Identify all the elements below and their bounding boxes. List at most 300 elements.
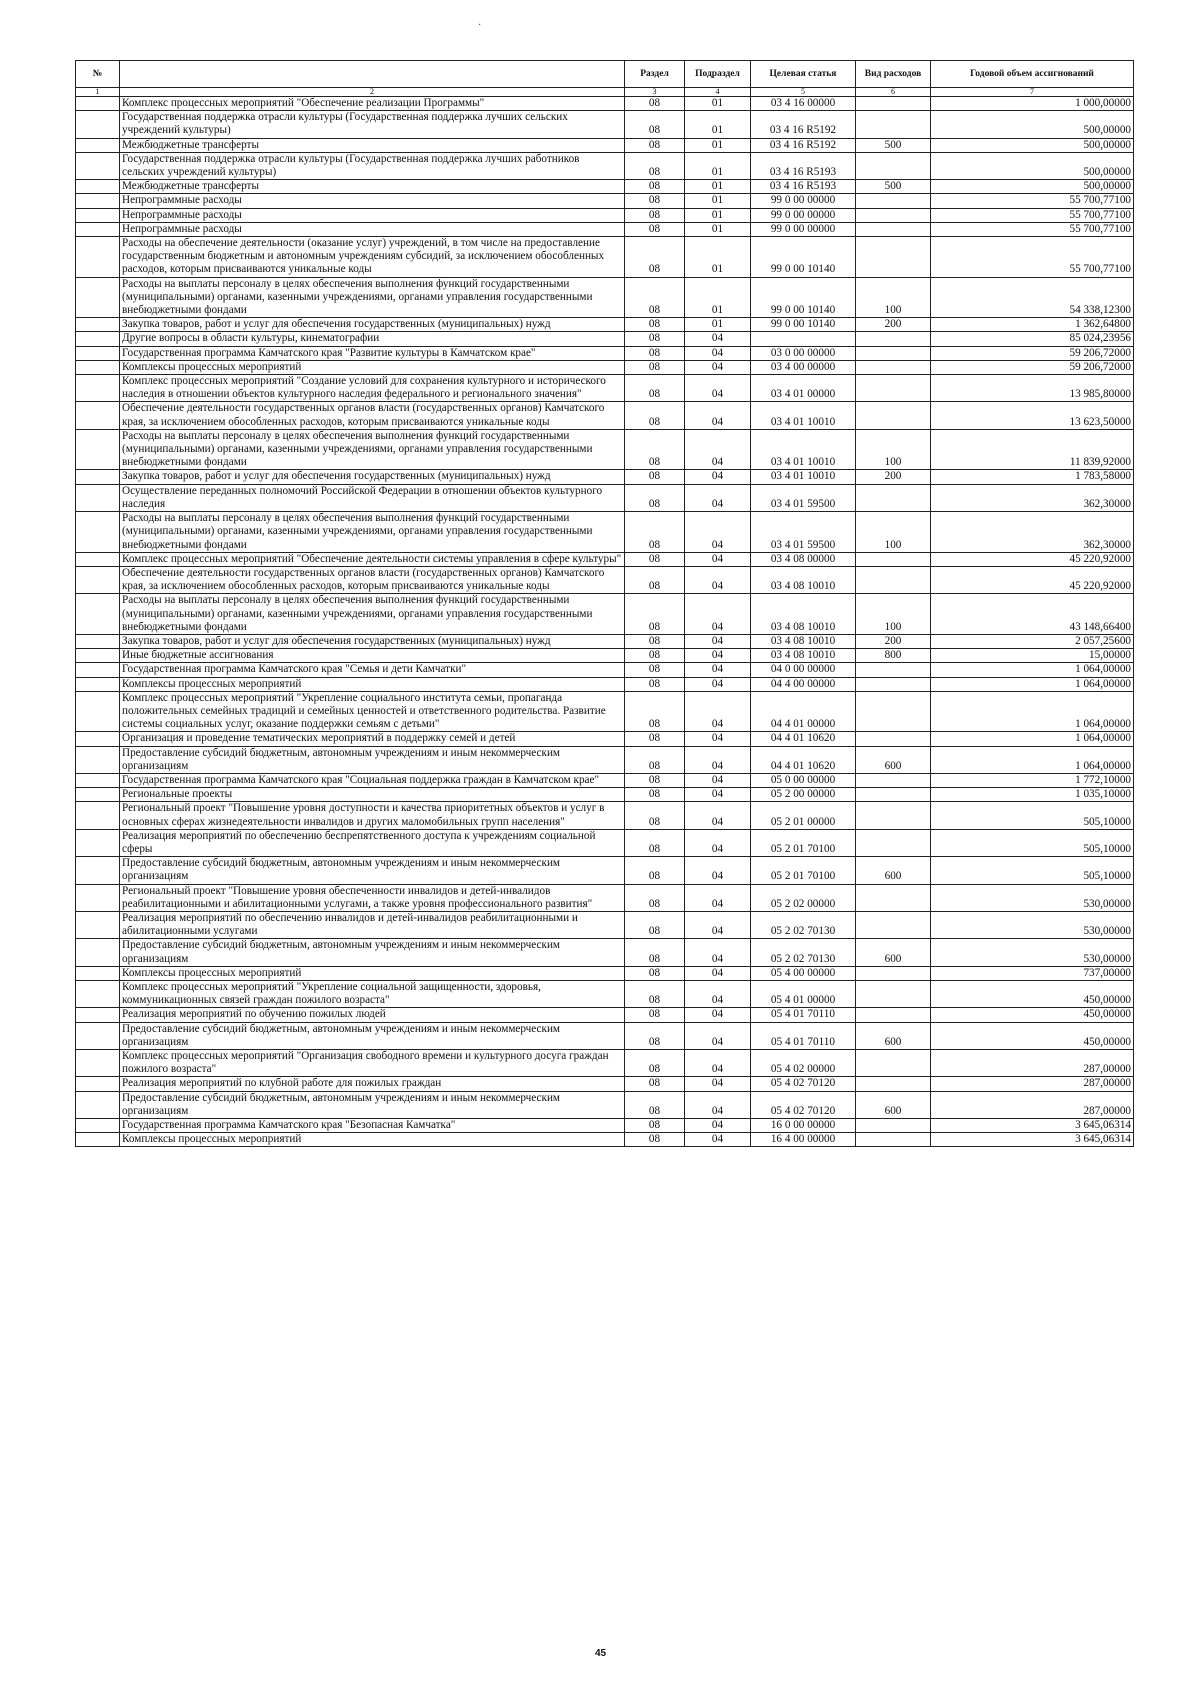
row-number bbox=[76, 484, 120, 511]
row-name: Предоставление субсидий бюджетным, автономным учреждениям и иным некоммерческим организациям bbox=[120, 939, 625, 966]
row-section: 08 bbox=[625, 346, 685, 360]
row-number bbox=[76, 1091, 120, 1118]
row-subsection: 04 bbox=[685, 691, 751, 732]
row-name: Государственная программа Камчатского края "Семья и дети Камчатки" bbox=[120, 663, 625, 677]
row-section: 08 bbox=[625, 180, 685, 194]
table-row bbox=[76, 677, 1134, 691]
row-section: 08 bbox=[625, 484, 685, 511]
row-name: Закупка товаров, работ и услуг для обеспечения государственных (муниципальных) нужд bbox=[120, 634, 625, 648]
row-section: 08 bbox=[625, 1008, 685, 1022]
row-section: 08 bbox=[625, 1091, 685, 1118]
row-name: Реализация мероприятий по обучению пожилых людей bbox=[120, 1008, 625, 1022]
table-row bbox=[76, 194, 1134, 208]
header-article: Целевая статья bbox=[751, 61, 856, 88]
row-expense-type bbox=[856, 552, 931, 566]
column-number: 7 bbox=[931, 88, 1134, 97]
column-number: 1 bbox=[76, 88, 120, 97]
scan-mark: · bbox=[478, 20, 482, 31]
row-number bbox=[76, 966, 120, 980]
row-name: Региональные проекты bbox=[120, 788, 625, 802]
row-number bbox=[76, 663, 120, 677]
row-amount: 505,10000 bbox=[931, 857, 1134, 884]
budget-table bbox=[75, 60, 1134, 1147]
row-section: 08 bbox=[625, 194, 685, 208]
row-amount: 1 000,00000 bbox=[931, 97, 1134, 111]
row-expense-type bbox=[856, 237, 931, 278]
row-number bbox=[76, 512, 120, 553]
row-target-article: 05 4 00 00000 bbox=[751, 966, 856, 980]
row-subsection: 04 bbox=[685, 829, 751, 856]
row-amount: 500,00000 bbox=[931, 180, 1134, 194]
row-section: 08 bbox=[625, 829, 685, 856]
row-amount: 1 783,58000 bbox=[931, 470, 1134, 484]
row-amount: 3 645,06314 bbox=[931, 1119, 1134, 1133]
row-subsection: 04 bbox=[685, 939, 751, 966]
row-subsection: 04 bbox=[685, 375, 751, 402]
row-section: 08 bbox=[625, 566, 685, 593]
row-subsection: 01 bbox=[685, 318, 751, 332]
row-target-article: 99 0 00 10140 bbox=[751, 318, 856, 332]
row-number bbox=[76, 208, 120, 222]
row-section: 08 bbox=[625, 884, 685, 911]
row-amount: 2 057,25600 bbox=[931, 634, 1134, 648]
row-section: 08 bbox=[625, 1077, 685, 1091]
row-subsection: 04 bbox=[685, 634, 751, 648]
row-expense-type bbox=[856, 222, 931, 236]
table-row bbox=[76, 208, 1134, 222]
row-amount: 3 645,06314 bbox=[931, 1133, 1134, 1147]
table-row bbox=[76, 152, 1134, 179]
row-expense-type: 100 bbox=[856, 594, 931, 635]
row-expense-type bbox=[856, 484, 931, 511]
row-target-article: 03 4 08 10010 bbox=[751, 634, 856, 648]
row-subsection: 04 bbox=[685, 911, 751, 938]
table-row bbox=[76, 802, 1134, 829]
table-row bbox=[76, 512, 1134, 553]
row-target-article: 03 4 08 10010 bbox=[751, 566, 856, 593]
row-subsection: 01 bbox=[685, 111, 751, 138]
row-section: 08 bbox=[625, 208, 685, 222]
row-amount: 530,00000 bbox=[931, 939, 1134, 966]
row-amount: 55 700,77100 bbox=[931, 208, 1134, 222]
row-amount: 530,00000 bbox=[931, 884, 1134, 911]
row-name: Иные бюджетные ассигнования bbox=[120, 649, 625, 663]
row-name: Реализация мероприятий по обеспечению инвалидов и детей-инвалидов реабилитационными и абилитационными услугами bbox=[120, 911, 625, 938]
row-subsection: 04 bbox=[685, 512, 751, 553]
row-expense-type bbox=[856, 981, 931, 1008]
row-amount: 287,00000 bbox=[931, 1077, 1134, 1091]
row-subsection: 04 bbox=[685, 332, 751, 346]
row-target-article: 05 2 00 00000 bbox=[751, 788, 856, 802]
table-row bbox=[76, 732, 1134, 746]
row-subsection: 01 bbox=[685, 277, 751, 318]
row-subsection: 04 bbox=[685, 857, 751, 884]
row-expense-type bbox=[856, 152, 931, 179]
row-number bbox=[76, 222, 120, 236]
row-expense-type: 800 bbox=[856, 649, 931, 663]
row-target-article: 05 4 01 70110 bbox=[751, 1008, 856, 1022]
row-section: 08 bbox=[625, 138, 685, 152]
row-section: 08 bbox=[625, 663, 685, 677]
row-subsection: 04 bbox=[685, 402, 751, 429]
row-subsection: 04 bbox=[685, 429, 751, 470]
table-row bbox=[76, 746, 1134, 773]
row-target-article: 05 4 01 70110 bbox=[751, 1022, 856, 1049]
row-target-article: 03 4 16 R5193 bbox=[751, 180, 856, 194]
row-number bbox=[76, 1133, 120, 1147]
row-expense-type bbox=[856, 732, 931, 746]
table-row bbox=[76, 884, 1134, 911]
row-section: 08 bbox=[625, 1022, 685, 1049]
table-row bbox=[76, 237, 1134, 278]
row-amount: 15,00000 bbox=[931, 649, 1134, 663]
row-name: Комплекс процессных мероприятий "Организация свободного времени и культурного досуга граждан пожилого возраста" bbox=[120, 1050, 625, 1077]
header-subsection: Подраздел bbox=[685, 61, 751, 88]
row-name: Предоставление субсидий бюджетным, автономным учреждениям и иным некоммерческим организациям bbox=[120, 1091, 625, 1118]
row-amount: 1 064,00000 bbox=[931, 746, 1134, 773]
row-subsection: 04 bbox=[685, 649, 751, 663]
row-amount: 1 064,00000 bbox=[931, 663, 1134, 677]
row-expense-type: 600 bbox=[856, 1091, 931, 1118]
table-row bbox=[76, 332, 1134, 346]
row-target-article: 03 4 16 00000 bbox=[751, 97, 856, 111]
row-name: Расходы на выплаты персоналу в целях обеспечения выполнения функций государственными (муниципальными) органами, казенными учреждениями, органами управления государственными внебюджетными фондами bbox=[120, 594, 625, 635]
table-row bbox=[76, 857, 1134, 884]
row-number bbox=[76, 318, 120, 332]
row-target-article: 04 0 00 00000 bbox=[751, 663, 856, 677]
row-expense-type: 100 bbox=[856, 512, 931, 553]
table-row bbox=[76, 981, 1134, 1008]
row-name: Региональный проект "Повышение уровня обеспеченности инвалидов и детей-инвалидов реабилитационными и абилитационными услугами, а также уровня профессионального развития" bbox=[120, 884, 625, 911]
row-number bbox=[76, 773, 120, 787]
table-row bbox=[76, 634, 1134, 648]
row-expense-type bbox=[856, 966, 931, 980]
row-expense-type bbox=[856, 911, 931, 938]
row-subsection: 04 bbox=[685, 1119, 751, 1133]
table-row bbox=[76, 773, 1134, 787]
row-amount: 500,00000 bbox=[931, 138, 1134, 152]
row-section: 08 bbox=[625, 360, 685, 374]
row-subsection: 01 bbox=[685, 237, 751, 278]
table-row bbox=[76, 1119, 1134, 1133]
row-name: Предоставление субсидий бюджетным, автономным учреждениям и иным некоммерческим организациям bbox=[120, 746, 625, 773]
row-section: 08 bbox=[625, 375, 685, 402]
row-section: 08 bbox=[625, 649, 685, 663]
table-row bbox=[76, 1133, 1134, 1147]
row-subsection: 01 bbox=[685, 152, 751, 179]
row-name: Комплекс процессных мероприятий "Укрепление социальной защищенности, здоровья, коммуникационных связей граждан пожилого возраста" bbox=[120, 981, 625, 1008]
row-section: 08 bbox=[625, 277, 685, 318]
row-name: Межбюджетные трансферты bbox=[120, 180, 625, 194]
row-amount: 11 839,92000 bbox=[931, 429, 1134, 470]
table-row bbox=[76, 691, 1134, 732]
table-row bbox=[76, 277, 1134, 318]
row-target-article: 05 4 02 70120 bbox=[751, 1091, 856, 1118]
row-section: 08 bbox=[625, 512, 685, 553]
table-row bbox=[76, 97, 1134, 111]
table-row bbox=[76, 402, 1134, 429]
table-row bbox=[76, 1050, 1134, 1077]
row-subsection: 04 bbox=[685, 1008, 751, 1022]
row-number bbox=[76, 1022, 120, 1049]
row-expense-type bbox=[856, 1050, 931, 1077]
row-expense-type bbox=[856, 788, 931, 802]
row-target-article: 99 0 00 00000 bbox=[751, 194, 856, 208]
row-number bbox=[76, 829, 120, 856]
row-name: Комплексы процессных мероприятий bbox=[120, 677, 625, 691]
row-subsection: 04 bbox=[685, 566, 751, 593]
row-amount: 505,10000 bbox=[931, 802, 1134, 829]
row-number bbox=[76, 788, 120, 802]
row-amount: 55 700,77100 bbox=[931, 222, 1134, 236]
row-subsection: 04 bbox=[685, 470, 751, 484]
row-name: Непрограммные расходы bbox=[120, 194, 625, 208]
row-section: 08 bbox=[625, 732, 685, 746]
row-number bbox=[76, 677, 120, 691]
row-amount: 1 064,00000 bbox=[931, 691, 1134, 732]
row-subsection: 04 bbox=[685, 773, 751, 787]
row-target-article: 04 4 01 00000 bbox=[751, 691, 856, 732]
row-target-article: 04 4 01 10620 bbox=[751, 732, 856, 746]
row-subsection: 01 bbox=[685, 138, 751, 152]
row-number bbox=[76, 1008, 120, 1022]
column-number: 6 bbox=[856, 88, 931, 97]
row-number bbox=[76, 552, 120, 566]
header-expense-type: Вид расходов bbox=[856, 61, 931, 88]
row-target-article: 05 2 02 00000 bbox=[751, 884, 856, 911]
row-number bbox=[76, 429, 120, 470]
row-amount: 362,30000 bbox=[931, 512, 1134, 553]
table-row bbox=[76, 788, 1134, 802]
row-expense-type: 100 bbox=[856, 429, 931, 470]
table-row bbox=[76, 566, 1134, 593]
row-section: 08 bbox=[625, 594, 685, 635]
row-name: Комплекс процессных мероприятий "Обеспечение деятельности системы управления в сфере культуры" bbox=[120, 552, 625, 566]
row-subsection: 04 bbox=[685, 732, 751, 746]
row-name: Реализация мероприятий по клубной работе для пожилых граждан bbox=[120, 1077, 625, 1091]
table-row bbox=[76, 939, 1134, 966]
row-target-article: 05 2 02 70130 bbox=[751, 911, 856, 938]
row-name: Комплексы процессных мероприятий bbox=[120, 1133, 625, 1147]
row-target-article: 04 4 00 00000 bbox=[751, 677, 856, 691]
row-section: 08 bbox=[625, 152, 685, 179]
row-subsection: 01 bbox=[685, 97, 751, 111]
row-name: Непрограммные расходы bbox=[120, 208, 625, 222]
row-amount: 1 064,00000 bbox=[931, 677, 1134, 691]
row-name: Предоставление субсидий бюджетным, автономным учреждениям и иным некоммерческим организациям bbox=[120, 857, 625, 884]
table-row bbox=[76, 318, 1134, 332]
row-expense-type bbox=[856, 402, 931, 429]
row-name: Обеспечение деятельности государственных органов власти (государственных органов) Камчатского края, за исключением обособленных расходов, которым присваиваются уникальные коды bbox=[120, 402, 625, 429]
table-row bbox=[76, 594, 1134, 635]
row-expense-type bbox=[856, 1077, 931, 1091]
row-target-article: 99 0 00 10140 bbox=[751, 277, 856, 318]
row-target-article: 03 0 00 00000 bbox=[751, 346, 856, 360]
row-number bbox=[76, 237, 120, 278]
row-amount: 287,00000 bbox=[931, 1050, 1134, 1077]
row-number bbox=[76, 911, 120, 938]
row-amount: 1 035,10000 bbox=[931, 788, 1134, 802]
row-amount: 362,30000 bbox=[931, 484, 1134, 511]
row-section: 08 bbox=[625, 470, 685, 484]
row-number bbox=[76, 566, 120, 593]
row-subsection: 04 bbox=[685, 360, 751, 374]
row-number bbox=[76, 634, 120, 648]
row-expense-type bbox=[856, 346, 931, 360]
table-row bbox=[76, 346, 1134, 360]
row-target-article: 03 4 16 R5192 bbox=[751, 138, 856, 152]
row-section: 08 bbox=[625, 1119, 685, 1133]
row-amount: 1 064,00000 bbox=[931, 732, 1134, 746]
row-expense-type bbox=[856, 375, 931, 402]
row-subsection: 04 bbox=[685, 1077, 751, 1091]
row-target-article: 03 4 08 10010 bbox=[751, 649, 856, 663]
row-subsection: 04 bbox=[685, 1133, 751, 1147]
row-number bbox=[76, 649, 120, 663]
row-section: 08 bbox=[625, 746, 685, 773]
row-target-article: 03 4 08 10010 bbox=[751, 594, 856, 635]
row-amount: 287,00000 bbox=[931, 1091, 1134, 1118]
row-subsection: 04 bbox=[685, 788, 751, 802]
column-number: 4 bbox=[685, 88, 751, 97]
row-expense-type bbox=[856, 677, 931, 691]
row-amount: 54 338,12300 bbox=[931, 277, 1134, 318]
row-amount: 59 206,72000 bbox=[931, 346, 1134, 360]
table-row bbox=[76, 1091, 1134, 1118]
row-number bbox=[76, 360, 120, 374]
row-amount: 530,00000 bbox=[931, 911, 1134, 938]
row-expense-type bbox=[856, 802, 931, 829]
row-name: Расходы на выплаты персоналу в целях обеспечения выполнения функций государственными (муниципальными) органами, казенными учреждениями, органами управления государственными внебюджетными фондами bbox=[120, 512, 625, 553]
row-amount: 13 985,80000 bbox=[931, 375, 1134, 402]
row-amount: 45 220,92000 bbox=[931, 566, 1134, 593]
row-expense-type: 200 bbox=[856, 634, 931, 648]
row-expense-type bbox=[856, 691, 931, 732]
row-section: 08 bbox=[625, 691, 685, 732]
row-section: 08 bbox=[625, 966, 685, 980]
row-section: 08 bbox=[625, 788, 685, 802]
row-target-article: 03 4 01 59500 bbox=[751, 484, 856, 511]
row-name: Региональный проект "Повышение уровня доступности и качества приоритетных объектов и услуг в основных сферах жизнедеятельности инвалидов и других маломобильных групп населения" bbox=[120, 802, 625, 829]
row-amount: 85 024,23956 bbox=[931, 332, 1134, 346]
row-target-article: 05 0 00 00000 bbox=[751, 773, 856, 787]
row-name: Закупка товаров, работ и услуг для обеспечения государственных (муниципальных) нужд bbox=[120, 318, 625, 332]
row-name: Комплексы процессных мероприятий bbox=[120, 966, 625, 980]
row-subsection: 04 bbox=[685, 677, 751, 691]
row-number bbox=[76, 277, 120, 318]
row-target-article: 05 2 01 00000 bbox=[751, 802, 856, 829]
row-subsection: 04 bbox=[685, 663, 751, 677]
row-number bbox=[76, 1077, 120, 1091]
row-number bbox=[76, 194, 120, 208]
row-section: 08 bbox=[625, 911, 685, 938]
row-number bbox=[76, 470, 120, 484]
row-section: 08 bbox=[625, 677, 685, 691]
row-expense-type bbox=[856, 829, 931, 856]
row-subsection: 04 bbox=[685, 1050, 751, 1077]
row-amount: 500,00000 bbox=[931, 111, 1134, 138]
table-row bbox=[76, 1008, 1134, 1022]
row-name: Организация и проведение тематических мероприятий в поддержку семей и детей bbox=[120, 732, 625, 746]
row-expense-type: 200 bbox=[856, 470, 931, 484]
header-num: № bbox=[76, 61, 120, 88]
row-section: 08 bbox=[625, 332, 685, 346]
row-section: 08 bbox=[625, 1050, 685, 1077]
row-amount: 43 148,66400 bbox=[931, 594, 1134, 635]
row-name: Обеспечение деятельности государственных органов власти (государственных органов) Камчатского края, за исключением обособленных расходов, которым присваиваются уникальные коды bbox=[120, 566, 625, 593]
row-name: Закупка товаров, работ и услуг для обеспечения государственных (муниципальных) нужд bbox=[120, 470, 625, 484]
row-target-article: 16 0 00 00000 bbox=[751, 1119, 856, 1133]
row-name: Комплекс процессных мероприятий "Создание условий для сохранения культурного и исторического наследия в отношении объектов культурного наследия федерального и регионального значения" bbox=[120, 375, 625, 402]
row-number bbox=[76, 594, 120, 635]
row-target-article: 16 4 00 00000 bbox=[751, 1133, 856, 1147]
table-row bbox=[76, 111, 1134, 138]
row-target-article: 99 0 00 00000 bbox=[751, 208, 856, 222]
row-amount: 55 700,77100 bbox=[931, 194, 1134, 208]
row-subsection: 04 bbox=[685, 484, 751, 511]
row-amount: 450,00000 bbox=[931, 981, 1134, 1008]
row-amount: 450,00000 bbox=[931, 1008, 1134, 1022]
column-number: 5 bbox=[751, 88, 856, 97]
table-row bbox=[76, 180, 1134, 194]
row-expense-type bbox=[856, 360, 931, 374]
column-number: 3 bbox=[625, 88, 685, 97]
table-row bbox=[76, 829, 1134, 856]
row-name: Государственная поддержка отрасли культуры (Государственная поддержка лучших сельских учреждений культуры) bbox=[120, 111, 625, 138]
table-row bbox=[76, 1077, 1134, 1091]
table-body bbox=[76, 97, 1134, 1147]
row-name: Комплексы процессных мероприятий bbox=[120, 360, 625, 374]
row-amount: 500,00000 bbox=[931, 152, 1134, 179]
row-target-article: 99 0 00 10140 bbox=[751, 237, 856, 278]
row-target-article: 03 4 08 00000 bbox=[751, 552, 856, 566]
row-expense-type: 600 bbox=[856, 746, 931, 773]
row-section: 08 bbox=[625, 802, 685, 829]
row-expense-type: 100 bbox=[856, 277, 931, 318]
row-section: 08 bbox=[625, 318, 685, 332]
row-expense-type: 600 bbox=[856, 857, 931, 884]
row-expense-type bbox=[856, 1133, 931, 1147]
row-target-article: 03 4 16 R5193 bbox=[751, 152, 856, 179]
table-header-row bbox=[76, 61, 1134, 88]
row-target-article: 03 4 01 10010 bbox=[751, 470, 856, 484]
row-number bbox=[76, 1119, 120, 1133]
row-subsection: 04 bbox=[685, 884, 751, 911]
row-name: Расходы на выплаты персоналу в целях обеспечения выполнения функций государственными (муниципальными) органами, казенными учреждениями, органами управления государственными внебюджетными фондами bbox=[120, 429, 625, 470]
row-section: 08 bbox=[625, 97, 685, 111]
row-subsection: 01 bbox=[685, 222, 751, 236]
row-subsection: 04 bbox=[685, 1022, 751, 1049]
row-expense-type: 600 bbox=[856, 1022, 931, 1049]
row-section: 08 bbox=[625, 981, 685, 1008]
row-number bbox=[76, 857, 120, 884]
row-section: 08 bbox=[625, 773, 685, 787]
row-name: Государственная поддержка отрасли культуры (Государственная поддержка лучших работников сельских учреждений культуры) bbox=[120, 152, 625, 179]
row-name: Реализация мероприятий по обеспечению беспрепятственного доступа к учреждениям социальной сферы bbox=[120, 829, 625, 856]
row-number bbox=[76, 1050, 120, 1077]
row-target-article: 03 4 01 00000 bbox=[751, 375, 856, 402]
row-subsection: 04 bbox=[685, 1091, 751, 1118]
row-amount: 55 700,77100 bbox=[931, 237, 1134, 278]
row-target-article bbox=[751, 332, 856, 346]
row-name: Государственная программа Камчатского края "Социальная поддержка граждан в Камчатском крае" bbox=[120, 773, 625, 787]
row-number bbox=[76, 802, 120, 829]
row-expense-type bbox=[856, 663, 931, 677]
table-row bbox=[76, 663, 1134, 677]
row-subsection: 04 bbox=[685, 346, 751, 360]
row-amount: 13 623,50000 bbox=[931, 402, 1134, 429]
row-expense-type bbox=[856, 1008, 931, 1022]
